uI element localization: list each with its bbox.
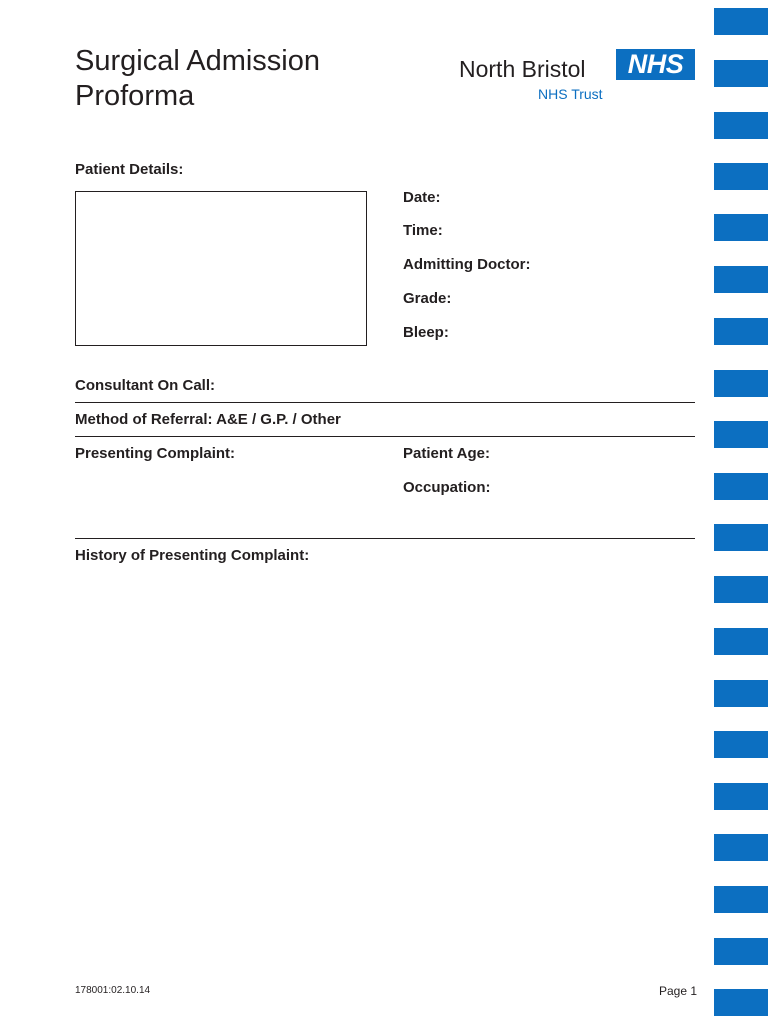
edge-stripe [714, 370, 768, 397]
divider [75, 436, 695, 437]
referral-label: Method of Referral: A&E / G.P. / Other [75, 411, 341, 428]
edge-stripe [714, 938, 768, 965]
edge-stripe [714, 60, 768, 87]
nhs-logo: NHS [616, 49, 695, 80]
form-title-line2: Proforma [75, 80, 195, 112]
edge-stripe [714, 524, 768, 551]
patient-details-box[interactable] [75, 191, 367, 346]
patient-details-label: Patient Details: [75, 161, 184, 178]
edge-stripe [714, 886, 768, 913]
date-label: Date: [403, 189, 441, 206]
bleep-label: Bleep: [403, 324, 449, 341]
edge-stripe [714, 680, 768, 707]
trust-name: NHS Trust [538, 86, 603, 102]
divider [75, 538, 695, 539]
edge-stripe [714, 731, 768, 758]
edge-stripe [714, 628, 768, 655]
presenting-complaint-label: Presenting Complaint: [75, 445, 236, 462]
form-code: 178001:02.10.14 [75, 985, 151, 996]
edge-stripe [714, 163, 768, 190]
edge-stripe [714, 473, 768, 500]
edge-stripe [714, 318, 768, 345]
time-label: Time: [403, 222, 443, 239]
edge-stripe [714, 112, 768, 139]
edge-stripe [714, 576, 768, 603]
edge-stripe [714, 421, 768, 448]
patient-age-label: Patient Age: [403, 445, 490, 462]
edge-stripe [714, 214, 768, 241]
edge-stripe [714, 8, 768, 35]
admitting-doctor-label: Admitting Doctor: [403, 256, 531, 273]
history-label: History of Presenting Complaint: [75, 547, 310, 564]
edge-stripe [714, 266, 768, 293]
page-number: Page 1 [659, 984, 698, 998]
consultant-label: Consultant On Call: [75, 377, 215, 394]
occupation-label: Occupation: [403, 479, 491, 496]
edge-stripe [714, 783, 768, 810]
divider [75, 402, 695, 403]
edge-stripe [714, 989, 768, 1016]
form-title-line1: Surgical Admission [75, 45, 320, 77]
edge-stripe [714, 834, 768, 861]
org-name: North Bristol [459, 56, 586, 82]
grade-label: Grade: [403, 290, 452, 307]
form-title [75, 44, 320, 114]
